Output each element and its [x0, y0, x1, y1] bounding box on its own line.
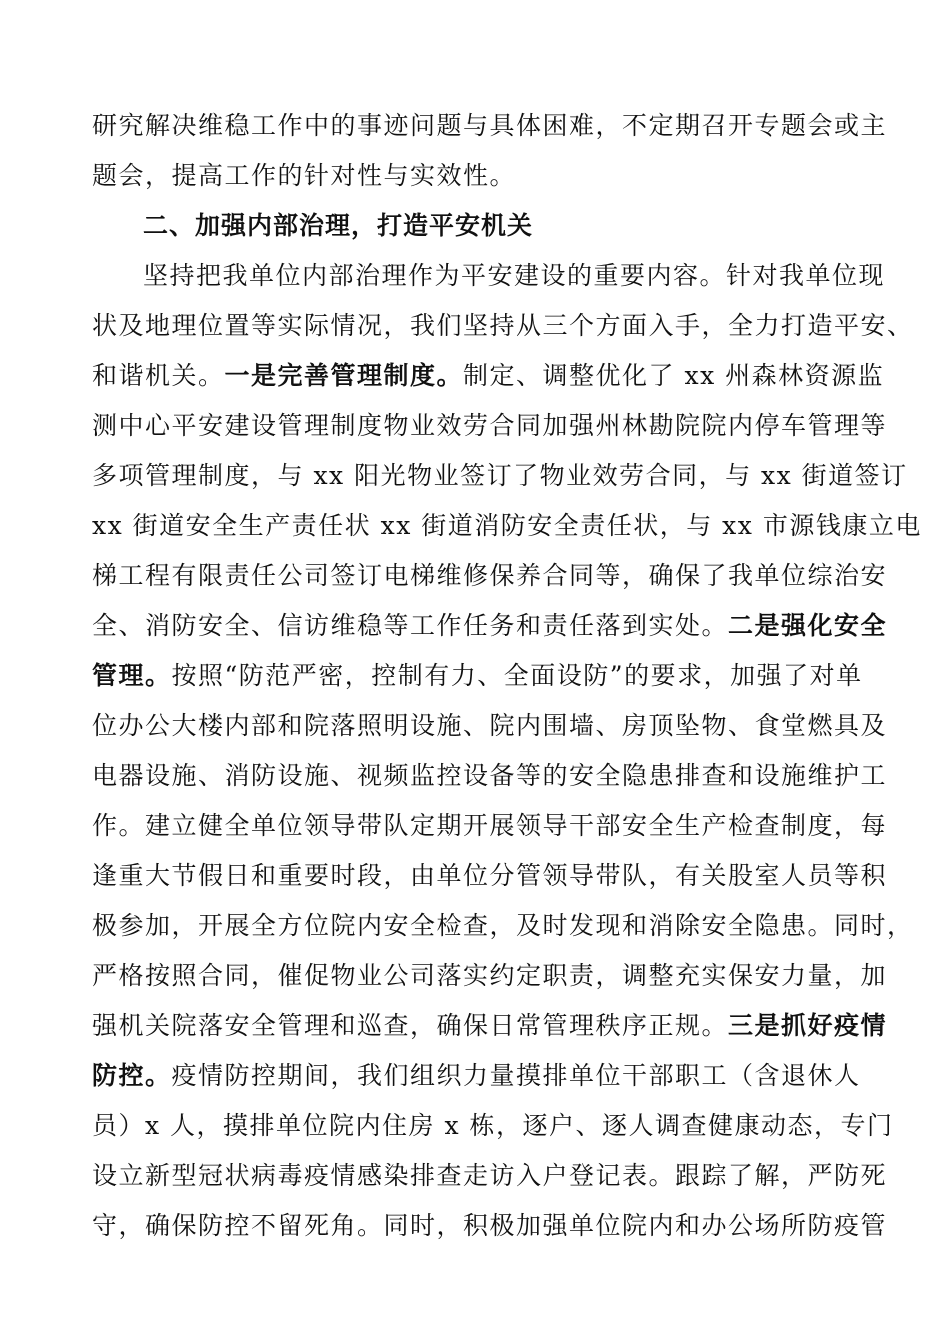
text-line: 逢重大节假日和重要时段，由单位分管领导带队，有关股室人员等积	[92, 861, 888, 890]
text-line: 作。建立健全单位领导带队定期开展领导干部安全生产检查制度，每	[92, 811, 888, 840]
text-line: 员）x 人，摸排单位院内住房 x 栋，逐户、逐人调查健康动态，专门	[92, 1111, 894, 1140]
text-run: 疫情防控期间，我们组织力量摸排单位干部职工（含退休人	[171, 1061, 861, 1090]
text-line: 题会，提高工作的针对性与实效性。	[92, 161, 517, 190]
text-line	[92, 1054, 861, 1098]
bold-run: 一是完善管理制度。	[224, 361, 464, 390]
text-line	[92, 354, 885, 398]
text-line	[92, 654, 863, 698]
text-run: 按照“防范严密，控制有力、全面设防”的要求，加强了对单	[171, 661, 863, 690]
text-line	[92, 604, 888, 648]
text-line: 极参加，开展全方位院内安全检查，及时发现和消除安全隐患。同时，	[92, 911, 914, 940]
bold-run: 管理。	[92, 661, 172, 690]
text-line: 梯工程有限责任公司签订电梯维修保养合同等，确保了我单位综治安	[92, 561, 888, 590]
text-line: 严格按照合同，催促物业公司落实约定职责，调整充实保安力量，加	[92, 961, 888, 990]
bold-run: 二是强化安全	[728, 611, 888, 640]
text-line: 位办公大楼内部和院落照明设施、院内围墙、房顶坠物、食堂燃具及	[92, 711, 888, 740]
section-heading: 二、加强内部治理，打造平安机关	[143, 211, 534, 240]
bold-run: 三是抓好疫情	[728, 1011, 888, 1040]
text-line: 电器设施、消防设施、视频监控设备等的安全隐患排查和设施维护工	[92, 761, 888, 790]
text-line: 多项管理制度，与 xx 阳光物业签订了物业效劳合同，与 xx 街道签订	[92, 461, 908, 490]
text-run: 制定、调整优化了 xx 州森林资源监	[463, 361, 885, 390]
bold-run: 防控。	[92, 1061, 172, 1090]
text-line: 守，确保防控不留死角。同时，积极加强单位院内和办公场所防疫管	[92, 1211, 888, 1240]
text-line: 研究解决维稳工作中的事迹问题与具体困难，不定期召开专题会或主	[92, 111, 888, 140]
text-run: 和谐机关。	[92, 361, 225, 390]
text-line: 设立新型冠状病毒疫情感染排查走访入户登记表。跟踪了解，严防死	[92, 1161, 888, 1190]
text-line: 状及地理位置等实际情况，我们坚持从三个方面入手，全力打造平安、	[92, 311, 914, 340]
text-line	[92, 1004, 888, 1048]
text-line: 测中心平安建设管理制度物业效劳合同加强州林勘院院内停车管理等	[92, 411, 888, 440]
text-run: 全、消防安全、信访维稳等工作任务和责任落到实处。	[92, 611, 729, 640]
text-run: 强机关院落安全管理和巡查，确保日常管理秩序正规。	[92, 1011, 729, 1040]
text-line: xx 街道安全生产责任状 xx 街道消防安全责任状，与 xx 市源钱康立电	[92, 511, 922, 540]
text-line: 坚持把我单位内部治理作为平安建设的重要内容。针对我单位现	[143, 261, 886, 290]
